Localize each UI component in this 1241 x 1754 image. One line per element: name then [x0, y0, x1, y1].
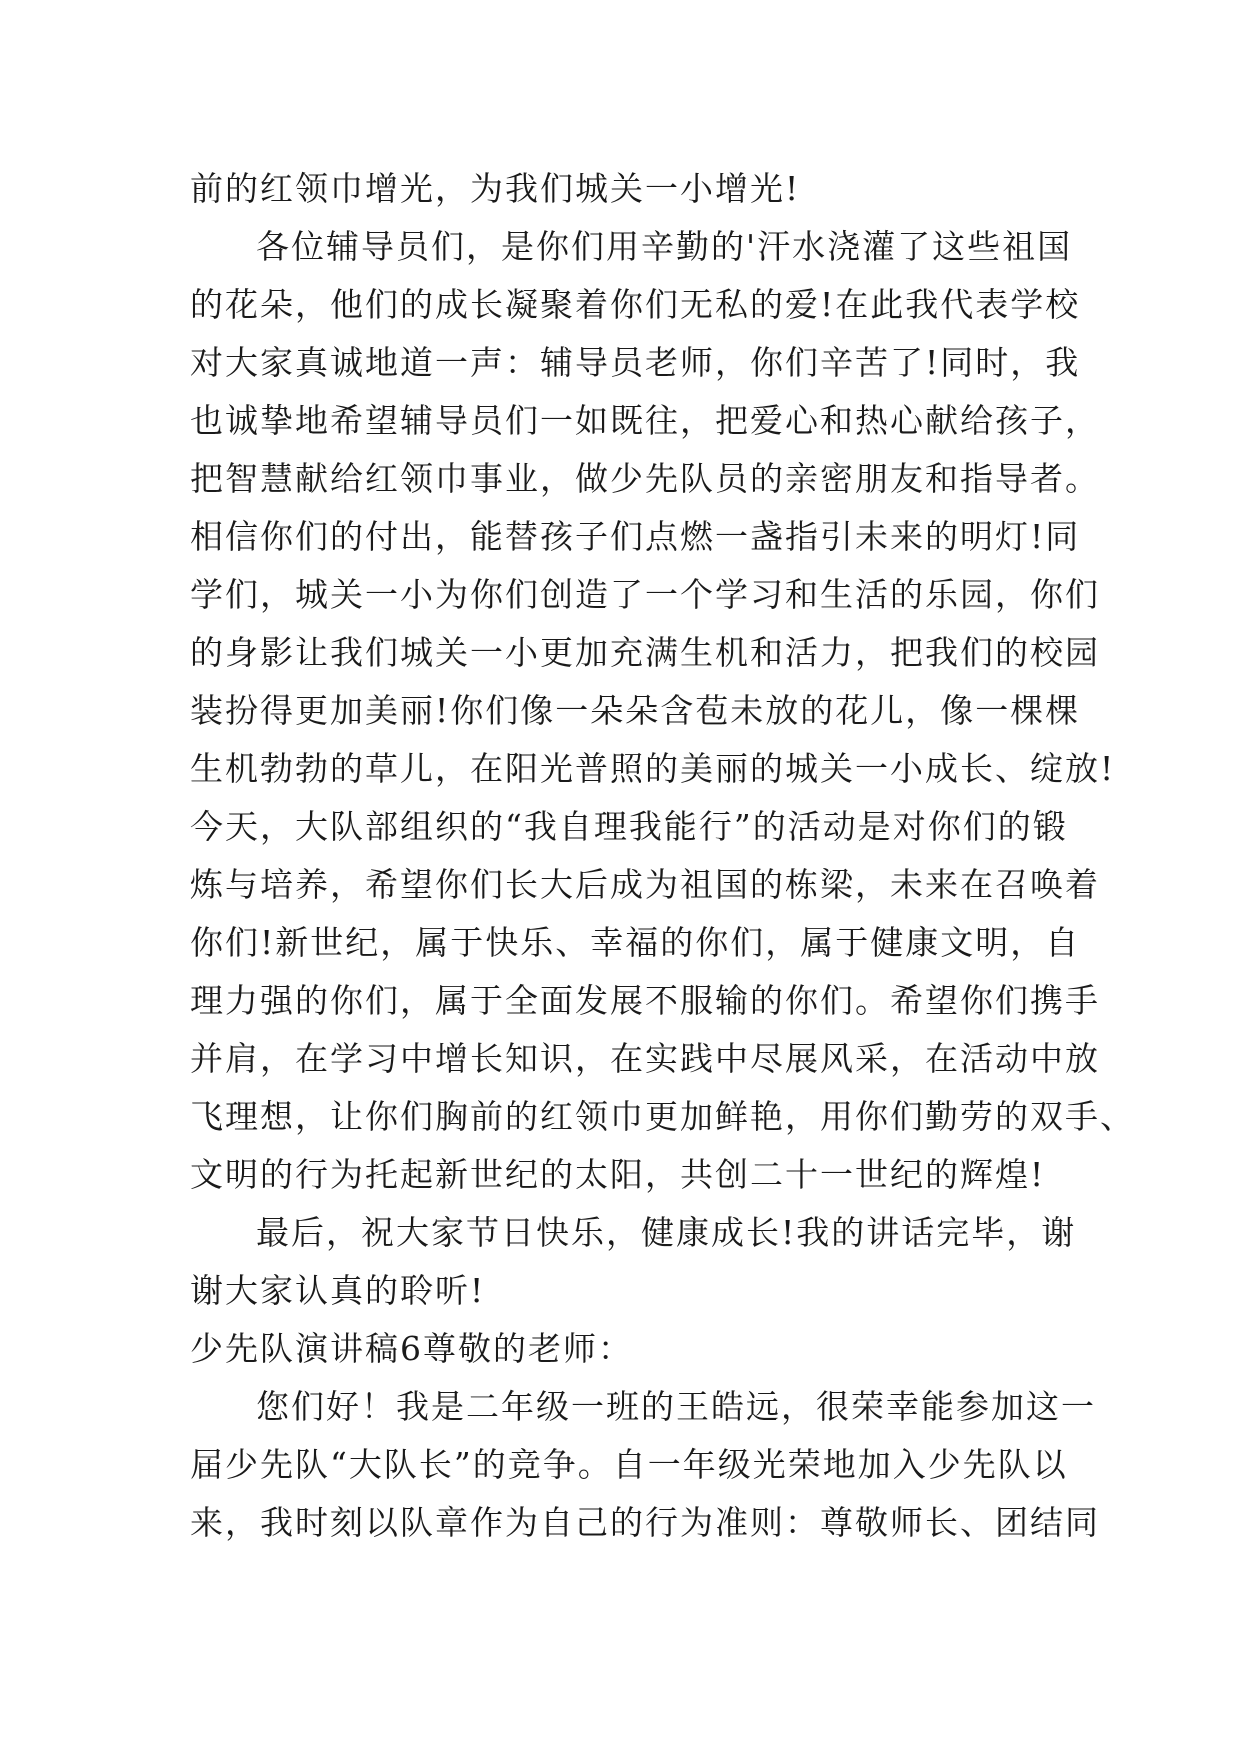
text-line: 前的红领巾增光，为我们城关一小增光! [190, 169, 801, 208]
text-line: 也诚挚地希望辅导员们一如既往，把爱心和热心献给孩子， [190, 401, 1100, 440]
text-line: 并肩，在学习中增长知识，在实践中尽展风采，在活动中放 [190, 1039, 1100, 1078]
text-line: 生机勃勃的草儿，在阳光普照的美丽的城关一小成长、绽放! [190, 749, 1116, 788]
text-line: 今天，大队部组织的“我自理我能行”的活动是对你们的锻 [190, 807, 1068, 846]
text-line: 届少先队“大队长”的竞争。自一年级光荣地加入少先队以 [190, 1445, 1068, 1484]
text-line: 炼与培养，希望你们长大后成为祖国的栋梁，未来在召唤着 [190, 865, 1100, 904]
text-line: 对大家真诚地道一声：辅导员老师，你们辛苦了!同时，我 [190, 343, 1081, 382]
text-line: 的花朵，他们的成长凝聚着你们无私的爱!在此我代表学校 [190, 285, 1081, 324]
text-line: 来，我时刻以队章作为自己的行为准则：尊敬师长、团结同 [190, 1503, 1100, 1542]
text-line: 理力强的你们，属于全面发展不服输的你们。希望你们携手 [190, 981, 1100, 1020]
text-line: 把智慧献给红领巾事业，做少先队员的亲密朋友和指导者。 [190, 459, 1100, 498]
text-line: 你们!新世纪，属于快乐、幸福的你们，属于健康文明，自 [190, 923, 1081, 962]
text-line: 谢大家认真的聆听! [190, 1271, 486, 1310]
text-line: 的身影让我们城关一小更加充满生机和活力，把我们的校园 [190, 633, 1100, 672]
text-line: 飞理想，让你们胸前的红领巾更加鲜艳，用你们勤劳的双手、 [190, 1097, 1135, 1136]
paragraph-start-line: 您们好！我是二年级一班的王皓远，很荣幸能参加这一 [256, 1387, 1096, 1426]
body-text [190, 160, 1135, 1552]
text-line: 学们，城关一小为你们创造了一个学习和生活的乐园，你们 [190, 575, 1100, 614]
paragraph-start-line: 各位辅导员们，是你们用辛勤的'汗水浇灌了这些祖国 [256, 227, 1073, 266]
text-line: 装扮得更加美丽!你们像一朵朵含苞未放的花儿，像一棵棵 [190, 691, 1081, 730]
text-line: 相信你们的付出，能替孩子们点燃一盏指引未来的明灯!同 [190, 517, 1081, 556]
section-heading-line: 少先队演讲稿6尊敬的老师： [190, 1329, 633, 1368]
text-line: 文明的行为托起新世纪的太阳，共创二十一世纪的辉煌! [190, 1155, 1046, 1194]
paragraph-start-line: 最后，祝大家节日快乐，健康成长!我的讲话完毕，谢 [256, 1213, 1077, 1252]
